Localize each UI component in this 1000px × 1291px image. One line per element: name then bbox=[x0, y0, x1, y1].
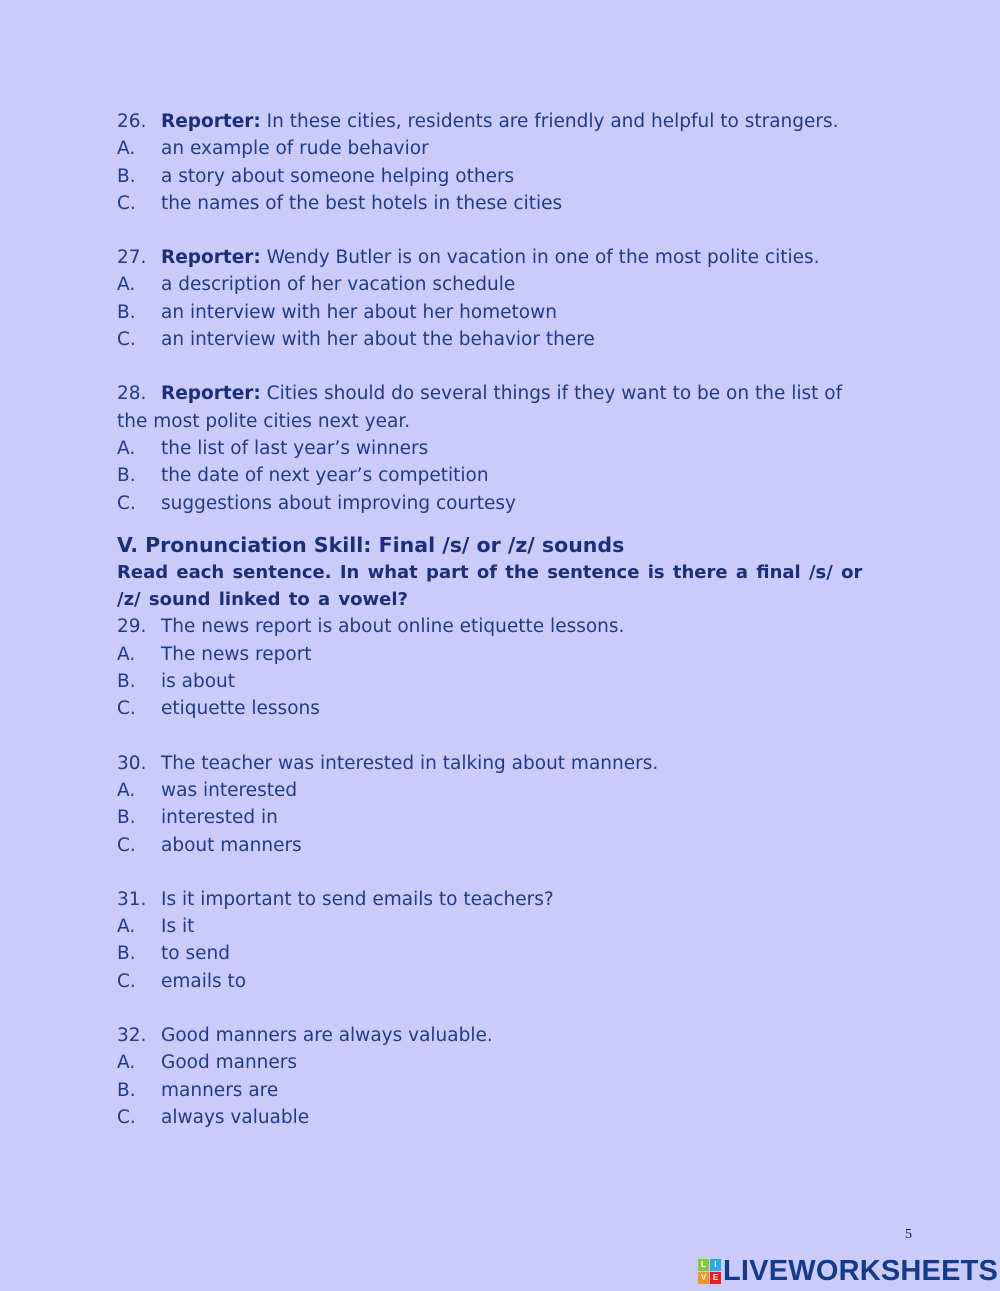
question-number: 28. bbox=[117, 383, 147, 405]
logo-text: LIVEWORKSHEETS bbox=[723, 1254, 999, 1287]
option-text: an interview with her about her hometown bbox=[161, 301, 557, 323]
option-c[interactable] bbox=[117, 190, 877, 217]
option-a[interactable] bbox=[117, 1049, 877, 1076]
question-number: 26. bbox=[117, 111, 147, 132]
option-text: to send bbox=[161, 943, 230, 965]
question-prompt: Good manners are always valuable. bbox=[161, 1025, 493, 1047]
question-26 bbox=[117, 108, 877, 217]
section-title: V. Pronunciation Skill: Final /s/ or /z/ sounds bbox=[117, 532, 625, 557]
spacer bbox=[117, 353, 877, 380]
option-c[interactable] bbox=[117, 832, 877, 859]
option-letter: B. bbox=[117, 301, 136, 323]
option-b[interactable] bbox=[117, 668, 877, 695]
option-text: was interested bbox=[161, 779, 298, 801]
logo-mark-letter: V bbox=[698, 1272, 709, 1284]
option-text: emails to bbox=[161, 970, 247, 992]
logo-mark-letter: L bbox=[698, 1259, 709, 1271]
option-c[interactable] bbox=[117, 1104, 877, 1131]
option-text: a description of her vacation schedule bbox=[161, 274, 516, 296]
question-stem bbox=[117, 750, 877, 777]
option-text: the names of the best hotels in these cities bbox=[161, 192, 563, 214]
option-c[interactable] bbox=[117, 968, 877, 995]
question-30 bbox=[117, 750, 877, 859]
spacer bbox=[117, 723, 877, 750]
option-letter: A. bbox=[117, 643, 136, 665]
question-prompt: The teacher was interested in talking about manners. bbox=[161, 752, 659, 774]
speaker-label: Reporter: bbox=[161, 383, 261, 405]
option-letter: B. bbox=[117, 465, 136, 487]
question-stem bbox=[117, 613, 877, 640]
speaker-label: Reporter: bbox=[161, 247, 261, 269]
question-stem bbox=[117, 1022, 877, 1049]
option-text: Is it bbox=[161, 916, 195, 938]
option-b[interactable] bbox=[117, 299, 877, 326]
worksheet-content bbox=[117, 108, 877, 1131]
option-letter: B. bbox=[117, 1079, 136, 1101]
option-letter: B. bbox=[117, 165, 136, 187]
question-32 bbox=[117, 1022, 877, 1131]
option-letter: C. bbox=[117, 698, 136, 720]
option-letter: C. bbox=[117, 834, 136, 856]
option-text: suggestions about improving courtesy bbox=[161, 492, 516, 514]
question-29 bbox=[117, 613, 877, 722]
spacer bbox=[117, 217, 877, 244]
option-letter: B. bbox=[117, 807, 136, 829]
option-text: the date of next year’s competition bbox=[161, 465, 489, 487]
option-letter: C. bbox=[117, 329, 136, 351]
option-text: is about bbox=[161, 671, 236, 693]
option-c[interactable] bbox=[117, 695, 877, 722]
option-text: manners are bbox=[161, 1079, 279, 1101]
liveworksheets-logo[interactable] bbox=[698, 1255, 998, 1287]
section-instructions: Read each sentence. In what part of the sentence is there a final /s/ or /z/ sound linked to a vowel? bbox=[117, 561, 863, 611]
option-a[interactable] bbox=[117, 135, 877, 162]
option-letter: A. bbox=[117, 1052, 136, 1074]
option-letter: C. bbox=[117, 1106, 136, 1128]
question-number: 31. bbox=[117, 888, 147, 910]
option-a[interactable] bbox=[117, 271, 877, 298]
option-a[interactable] bbox=[117, 435, 877, 462]
question-31 bbox=[117, 886, 877, 995]
option-letter: B. bbox=[117, 671, 136, 693]
option-letter: A. bbox=[117, 437, 136, 459]
option-b[interactable] bbox=[117, 940, 877, 967]
question-27 bbox=[117, 244, 877, 353]
spacer bbox=[117, 995, 877, 1022]
option-b[interactable] bbox=[117, 462, 877, 489]
option-text: the list of last year’s winners bbox=[161, 437, 429, 459]
option-letter: A. bbox=[117, 779, 136, 801]
question-prompt: The news report is about online etiquette lessons. bbox=[161, 616, 625, 638]
option-letter: A. bbox=[117, 138, 136, 160]
question-stem bbox=[117, 886, 877, 913]
option-text: an interview with her about the behavior there bbox=[161, 329, 595, 351]
option-text: a story about someone helping others bbox=[161, 165, 515, 187]
question-prompt: Cities should do several things if they want to be on the list of the most polite cities next year. bbox=[117, 383, 843, 432]
option-text: interested in bbox=[161, 807, 278, 829]
option-text: etiquette lessons bbox=[161, 698, 320, 720]
logo-mark-letter: E bbox=[710, 1272, 721, 1284]
logo-mark-letter: I bbox=[710, 1259, 721, 1271]
option-letter: A. bbox=[117, 916, 136, 938]
question-number: 30. bbox=[117, 752, 147, 774]
question-number: 29. bbox=[117, 616, 147, 638]
option-letter: C. bbox=[117, 970, 136, 992]
question-28 bbox=[117, 380, 877, 516]
option-letter: C. bbox=[117, 192, 136, 214]
option-letter: B. bbox=[117, 943, 136, 965]
option-a[interactable] bbox=[117, 777, 877, 804]
option-b[interactable] bbox=[117, 163, 877, 190]
option-b[interactable] bbox=[117, 1077, 877, 1104]
option-text: Good manners bbox=[161, 1052, 298, 1074]
option-c[interactable] bbox=[117, 490, 877, 517]
option-text: The news report bbox=[161, 643, 312, 665]
option-b[interactable] bbox=[117, 804, 877, 831]
speaker-label: Reporter: bbox=[161, 111, 261, 132]
spacer bbox=[117, 859, 877, 886]
page-number: 5 bbox=[905, 1227, 912, 1242]
logo-mark-icon bbox=[698, 1259, 720, 1283]
question-prompt: In these cities, residents are friendly and helpful to strangers. bbox=[260, 111, 839, 132]
option-text: about manners bbox=[161, 834, 302, 856]
question-stem bbox=[117, 380, 872, 435]
question-stem bbox=[117, 108, 877, 135]
option-text: an example of rude behavior bbox=[161, 138, 429, 160]
option-a[interactable] bbox=[117, 641, 877, 668]
option-letter: C. bbox=[117, 492, 136, 514]
option-c[interactable] bbox=[117, 326, 877, 353]
question-prompt: Wendy Butler is on vacation in one of the most polite cities. bbox=[260, 247, 820, 269]
question-stem bbox=[117, 244, 877, 271]
question-number: 32. bbox=[117, 1025, 147, 1047]
question-number: 27. bbox=[117, 247, 147, 269]
option-letter: A. bbox=[117, 274, 136, 296]
option-text: always valuable bbox=[161, 1106, 310, 1128]
option-a[interactable] bbox=[117, 913, 877, 940]
question-prompt: Is it important to send emails to teachers? bbox=[161, 888, 554, 910]
